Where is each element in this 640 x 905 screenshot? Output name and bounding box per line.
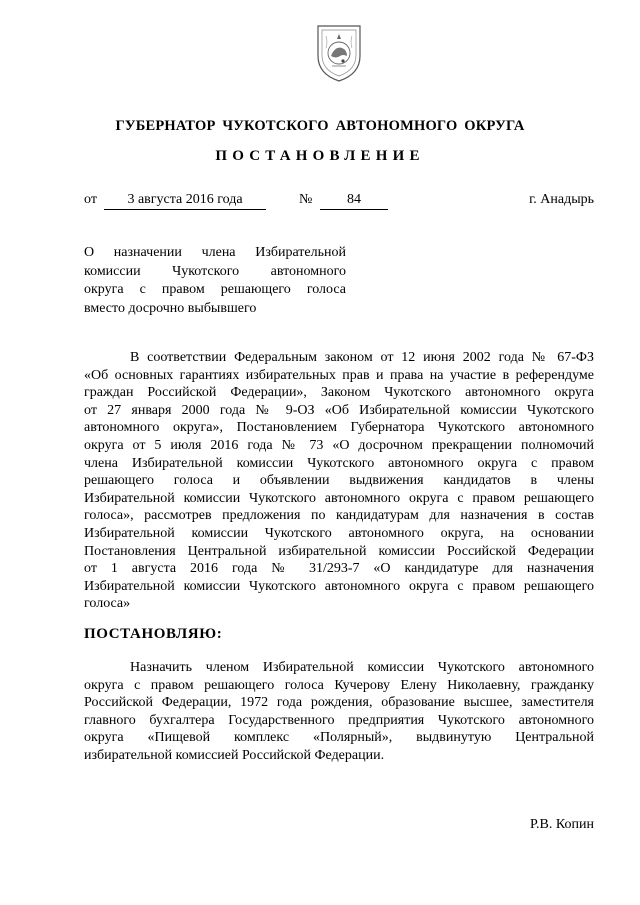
subject-line: комиссии Чукотского автономного [84, 263, 346, 279]
resolution-line: округа «Пищевой комплекс «Полярный», выдвинутую Центральной [84, 730, 594, 746]
preamble-line: Избирательной комиссии Чукотского автономного округа с правом решающего [84, 490, 594, 506]
decree-number: 84 [320, 192, 388, 210]
preamble-line: округа от 5 июля 2016 года № 73 «О досрочном прекращении полномочий [84, 437, 594, 453]
city-name: г. Анадырь [529, 192, 594, 207]
preamble-line: «Об основных гарантиях избирательных прав и права на участие в референдуме [84, 367, 594, 383]
preamble-line: Избирательной комиссии Чукотского автономного округа с правом решающего [84, 578, 594, 594]
preamble-line: от 1 августа 2016 года № 31/293-7 «О кандидатуре для назначения [84, 561, 594, 577]
resolution-line: округа с правом решающего голоса Кучерову Елену Николаевну, гражданку [84, 677, 594, 693]
preamble-line: В соответствии Федеральным законом от 12 июня 2002 года № 67-ФЗ [130, 350, 594, 365]
decree-date: 3 августа 2016 года [104, 192, 266, 210]
signatory-name: Р.В. Копин [530, 817, 594, 832]
preamble-line: голоса» [84, 596, 131, 612]
preamble-line: автономного округа», Постановлением Губернатора Чукотского автономного [84, 420, 594, 436]
preamble-line: голоса», рассмотрев предложения по кандидатурам для назначения в состав [84, 508, 594, 524]
resolution-line: Назначить членом Избирательной комиссии Чукотского автономного [130, 660, 594, 675]
preamble-line: решающего голоса и объявлении выдвижения кандидатов в члены [84, 473, 594, 489]
preamble-line: от 27 января 2000 года № 9-ОЗ «Об Избирательной комиссии Чукотского [84, 402, 594, 418]
resolution-line: Российской Федерации, 1972 года рождения, образование высшее, заместителя [84, 695, 594, 711]
subject-line: вместо досрочно выбывшего [84, 300, 257, 316]
subject-line: округа с правом решающего голоса [84, 282, 346, 297]
preamble-paragraph [84, 349, 594, 613]
preamble-line: Избирательной комиссии Чукотского автономного округа, на основании [84, 525, 594, 541]
preamble-line: члена Избирательной комиссии Чукотского автономного округа с правом [84, 455, 594, 471]
resolution-line: избирательной комиссией Российской Федерации. [84, 747, 385, 763]
decree-subject [84, 244, 346, 318]
date-prefix: от [84, 192, 97, 207]
chukotka-coat-of-arms-icon [312, 20, 366, 84]
preamble-line: граждан Российской Федерации», Законом Чукотского автономного округа [84, 385, 594, 401]
preamble-line: Постановления Центральной избирательной комиссии Российской Федерации [84, 543, 594, 559]
resolution-paragraph [84, 659, 594, 765]
document-type-title: ПОСТАНОВЛЕНИЕ [215, 148, 425, 164]
resolution-line: главного бухгалтера Государственного предприятия Чукотского автономного [84, 712, 594, 728]
resolve-heading: ПОСТАНОВЛЯЮ: [84, 626, 223, 642]
subject-line: О назначении члена Избирательной [84, 245, 346, 260]
number-sign: № [299, 192, 313, 207]
governor-title: ГУБЕРНАТОР ЧУКОТСКОГО АВТОНОМНОГО ОКРУГА [115, 118, 525, 134]
